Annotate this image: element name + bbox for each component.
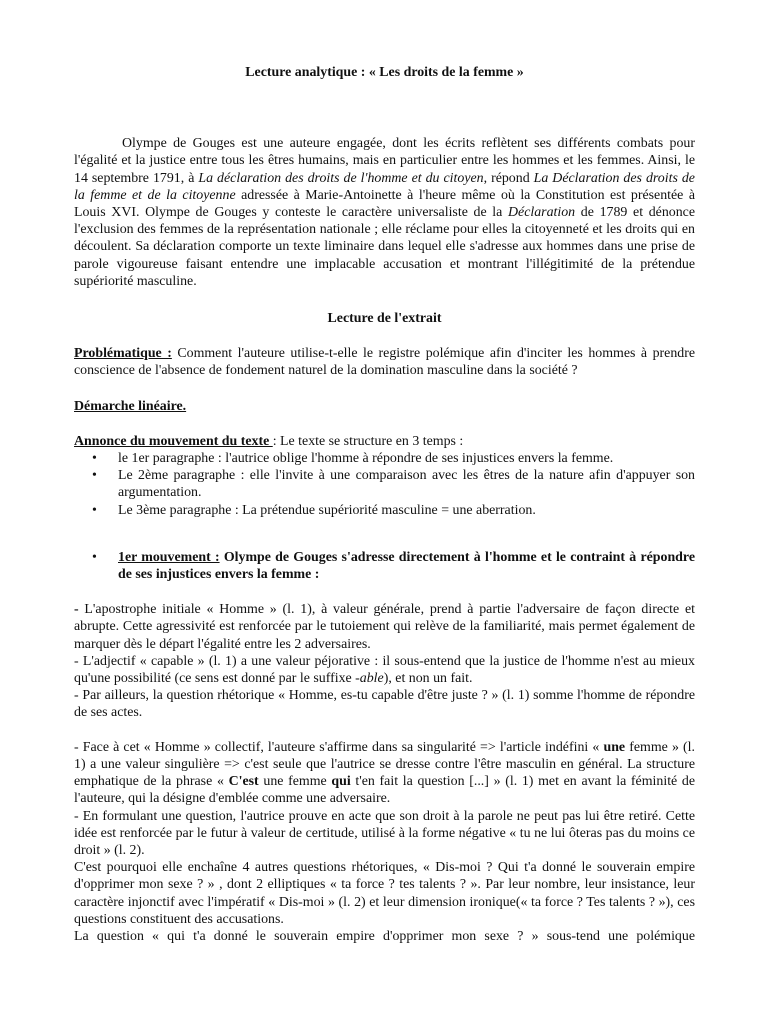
lecture-title: Lecture de l'extrait (327, 311, 442, 327)
analysis-text-4c: une femme (258, 774, 332, 790)
analysis-paragraph-3: - Par ailleurs, la question rhétorique « Homme, es-tu capable d'être juste ? » (l. 1) somme l'homme de répondre de ses actes. (74, 688, 695, 721)
document-title: Lecture analytique : « Les droits de la femme » (245, 65, 524, 80)
analysis-paragraph-7: La question « qui t'a donné le souverain empire d'opprimer mon sexe ? » sous-tend une polémique (74, 928, 695, 944)
list-item-text: Le 3ème paragraphe : La prétendue supériorité masculine = une aberration. (118, 502, 536, 518)
analysis-text-2a: - L'adjectif « capable » (l. 1) a une valeur péjorative : il sous-entend que la justice de l'homme n'est au mieux qu'une possibilité (ce sens est donné par le suffixe - (74, 653, 695, 687)
intro-text-3: adressée à Marie-Antoinette à l'heure même où la Constitution est présentée à Louis XVI. Olympe de Gouges y conteste le caractère universaliste de la (74, 187, 695, 221)
intro-text-1: Olympe de Gouges est une auteure engagée, dont les écrits reflètent ses différents combats pour l'égalité et la justice entre tous les êtres humains, mais en particulier entre les hommes et les femmes. Ainsi, le 14 septembre 1791, à (74, 136, 695, 186)
analysis-italic-suffix: able (359, 671, 384, 687)
demarche-label: Démarche linéaire. (74, 398, 187, 414)
analysis-paragraph-1 (74, 601, 695, 653)
analysis-bold-cest: C'est (228, 774, 259, 790)
analysis-text-4b: femme » (l. 1) a une valeur singulière => c'est seule que l'autrice se dresse contre l'être masculin en général. La structure emphatique de la phrase « (74, 739, 695, 790)
analysis-paragraph-4 (74, 739, 695, 808)
intro-paragraph (74, 135, 695, 290)
analysis-paragraph-6: C'est pourquoi elle enchaîne 4 autres questions rhétoriques, « Dis-moi ? Qui t'a donné le souverain empire d'opprimer mon sexe ? » , dont 2 elliptiques « ta force ? tes talents ? ». Par leur nombre, leur insistance, leur caractère injonctif avec l'impératif « Dis-moi » (l. 2) et leur dimension ironique(« ta force ? Tes talents ? »), ces questions constituent des accusations. (74, 860, 695, 927)
analysis-paragraph-5: - En formulant une question, l'autrice prouve en acte que son droit à la parole ne peut pas lui être retiré. Cette idée est renforcée par le futur à valeur de certitude, utilisé à la forme négative « tu ne lui ôteras pas du moins ce droit » (l. 2). (74, 808, 695, 858)
bullet-icon: • (92, 451, 97, 467)
annonce-paragraph (74, 433, 695, 450)
problematique-text: Comment l'auteure utilise-t-elle le registre polémique afin d'inciter les hommes à prendre conscience de l'absence de fondement naturel de la domination masculine dans la société ? (74, 346, 696, 379)
structure-list (74, 450, 695, 519)
list-item (74, 450, 695, 467)
list-item (74, 502, 695, 519)
document-body (74, 64, 695, 945)
intro-italic-2: La Déclaration des droits de la femme et de la citoyenne (74, 170, 695, 203)
bullet-icon: • (92, 549, 97, 565)
demarche-heading (74, 398, 695, 415)
analysis-paragraph-2 (74, 653, 695, 687)
list-item-text: le 1er paragraphe : l'autrice oblige l'homme à répondre de ses injustices envers la femme. (118, 451, 614, 467)
movement-1-label: 1er mouvement : (118, 549, 220, 565)
analysis-text-4a: - Face à cet « Homme » collectif, l'auteure s'affirme dans sa singularité => l'article indéfini « (74, 739, 604, 755)
intro-text-2: , répond (483, 170, 534, 186)
list-item (74, 467, 695, 501)
bullet-icon: • (92, 468, 97, 484)
analysis-bold-qui: qui (331, 774, 351, 790)
intro-text-4: de 1789 et dénonce l'exclusion des femmes de la représentation nationale ; elle réclame pour elles la citoyenneté et les droits qui en découlent. Sa déclaration comporte un texte liminaire dans lequel elle s'adresse aux hommes dans une prise de parole vigoureuse faisant entendre une implacable accusation et montrant l'illégitimité de la prétendue supériorité masculine. (74, 205, 695, 289)
dash-marker: - (74, 602, 79, 618)
analysis-text-2b: ), et non un fait. (383, 671, 473, 687)
analysis-text-4d: t'en fait la question [...] » (l. 1) met en avant la féminité de l'auteure, qui la désigne d'emblée comme une adversaire. (74, 774, 696, 807)
spacer (74, 722, 695, 739)
problematique-label: Problématique : (74, 346, 172, 362)
list-item-text: Le 2ème paragraphe : elle l'invite à une comparaison avec les êtres de la nature afin d'appuyer son argumentation. (118, 468, 695, 501)
analysis-bold-une: une (603, 739, 626, 755)
annonce-label: Annonce du mouvement du texte (74, 433, 273, 449)
movement-1-text: Olympe de Gouges s'adresse directement à l'homme et le contraint à répondre de ses injustices envers la femme : (118, 549, 695, 583)
movement-1-heading (74, 549, 695, 583)
intro-italic-3: Déclaration (508, 205, 576, 221)
annonce-text: : Le texte se structure en 3 temps : (272, 433, 464, 449)
analysis-text-1: L'apostrophe initiale « Homme » (l. 1), à valeur générale, prend à partie l'adversaire de façon directe et abrupte. Cette agressivité est renforcée par le tutoiement qui relève de la familiarité, mais permet également de marquer dès le départ l'égalité entre les 2 adversaires. (74, 602, 695, 652)
intro-italic-1: La déclaration des droits de l'homme et du citoyen (198, 170, 484, 186)
problematique-paragraph (74, 345, 695, 379)
bullet-icon: • (92, 502, 97, 518)
